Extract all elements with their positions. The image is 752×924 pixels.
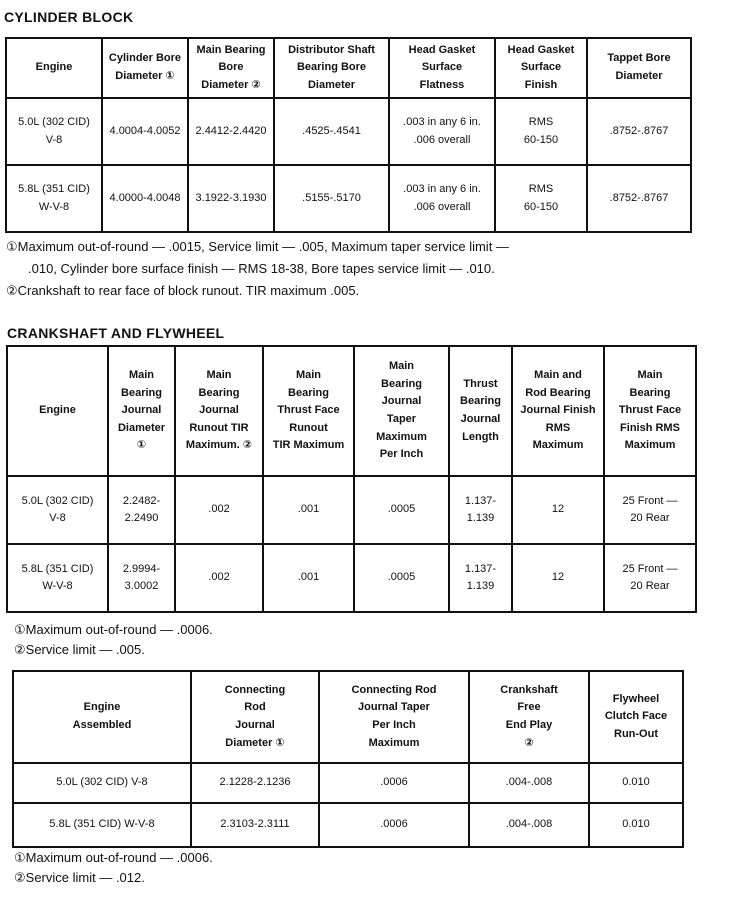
cell-engine: 5.8L (351 CID) W-V-8 [7,544,108,612]
cell-engine: 5.0L (302 CID) V-8 [6,98,102,165]
crankshaft-flywheel-title: CRANKSHAFT AND FLYWHEEL [7,325,225,341]
cell: 25 Front — 20 Rear [604,476,696,544]
cell: 2.4412-2.4420 [188,98,274,165]
cell: .8752-.8767 [587,165,691,232]
col-header-thrust-face-finish: Main Bearing Thrust Face Finish RMS Maximum [604,346,696,476]
cell: .003 in any 6 in. .006 overall [389,98,495,165]
col-header-rod-journal-taper: Connecting Rod Journal Taper Per Inch Maximum [319,671,469,763]
table-row [6,165,691,232]
col-header-crankshaft-end-play: Crankshaft Free End Play ② [469,671,589,763]
col-header-journal-diameter: Main Bearing Journal Diameter ① [108,346,175,476]
col-header-thrust-journal-length: Thrust Bearing Journal Length [449,346,512,476]
col-header-tappet-bore: Tappet Bore Diameter [587,38,691,98]
col-header-head-gasket-flatness: Head Gasket Surface Flatness [389,38,495,98]
cylinder-block-title: CYLINDER BLOCK [4,9,134,25]
table-row [13,763,683,803]
cylinder-block-footnotes [6,236,509,302]
cell: .5155-.5170 [274,165,389,232]
header-row [7,346,696,476]
cell: 0.010 [589,803,683,847]
crankshaft-flywheel-table [6,345,697,613]
cell: .4525-.4541 [274,98,389,165]
cell: .001 [263,476,354,544]
col-header-engine: Engine [7,346,108,476]
header-row [13,671,683,763]
cell: .001 [263,544,354,612]
cell: 2.2482- 2.2490 [108,476,175,544]
cell: 4.0004-4.0052 [102,98,188,165]
cell: .0005 [354,544,449,612]
cell: RMS 60-150 [495,98,587,165]
cell: .004-.008 [469,803,589,847]
cell: .0006 [319,763,469,803]
footnote: ①Maximum out-of-round — .0006. [14,622,213,637]
col-header-cylinder-bore: Cylinder Bore Diameter ① [102,38,188,98]
col-header-journal-runout: Main Bearing Journal Runout TIR Maximum. ② [175,346,263,476]
col-header-main-bearing-bore: Main Bearing Bore Diameter ② [188,38,274,98]
cell: 12 [512,476,604,544]
cell: .0006 [319,803,469,847]
cell-engine: 5.0L (302 CID) V-8 [7,476,108,544]
table-row [6,98,691,165]
cell: 1.137- 1.139 [449,476,512,544]
cell: 3.1922-3.1930 [188,165,274,232]
footnote: ②Crankshaft to rear face of block runout. TIR maximum .005. [6,283,360,298]
table-row [7,476,696,544]
footnote: .010, Cylinder bore surface finish — RMS 18-38, Bore tapes service limit — .010. [28,261,495,276]
col-header-distributor-shaft: Distributor Shaft Bearing Bore Diameter [274,38,389,98]
col-header-journal-finish: Main and Rod Bearing Journal Finish RMS Maximum [512,346,604,476]
footnote: ②Service limit — .005. [14,642,145,657]
col-header-journal-taper: Main Bearing Journal Taper Maximum Per Inch [354,346,449,476]
cell: .004-.008 [469,763,589,803]
table-row [13,803,683,847]
cell: 4.0000-4.0048 [102,165,188,232]
cell-engine: 5.8L (351 CID) W-V-8 [13,803,191,847]
footnote: ①Maximum out-of-round — .0015, Service limit — .005, Maximum taper service limit — [6,239,509,254]
col-header-engine: Engine [6,38,102,98]
footnote: ②Service limit — .012. [14,870,145,885]
col-header-head-gasket-finish: Head Gasket Surface Finish [495,38,587,98]
cylinder-block-table [5,37,692,233]
cell: .003 in any 6 in. .006 overall [389,165,495,232]
cell-engine: 5.0L (302 CID) V-8 [13,763,191,803]
table-row [7,544,696,612]
col-header-rod-journal-diameter: Connecting Rod Journal Diameter ① [191,671,319,763]
cell: 1.137- 1.139 [449,544,512,612]
cell: .002 [175,476,263,544]
col-header-thrust-face-runout: Main Bearing Thrust Face Runout TIR Maximum [263,346,354,476]
footnote: ①Maximum out-of-round — .0006. [14,850,213,865]
cell: .0005 [354,476,449,544]
connecting-rod-table [12,670,684,848]
cell: 2.9994- 3.0002 [108,544,175,612]
col-header-engine-assembled: Engine Assembled [13,671,191,763]
cell: 25 Front — 20 Rear [604,544,696,612]
col-header-flywheel-runout: Flywheel Clutch Face Run-Out [589,671,683,763]
crankshaft-footnotes [14,620,213,660]
cell: RMS 60-150 [495,165,587,232]
header-row [6,38,691,98]
cell: 12 [512,544,604,612]
connecting-rod-footnotes [14,848,213,888]
cell: 2.1228-2.1236 [191,763,319,803]
cell: 2.3103-2.3111 [191,803,319,847]
cell: .002 [175,544,263,612]
cell: .8752-.8767 [587,98,691,165]
cell-engine: 5.8L (351 CID) W-V-8 [6,165,102,232]
cell: 0.010 [589,763,683,803]
